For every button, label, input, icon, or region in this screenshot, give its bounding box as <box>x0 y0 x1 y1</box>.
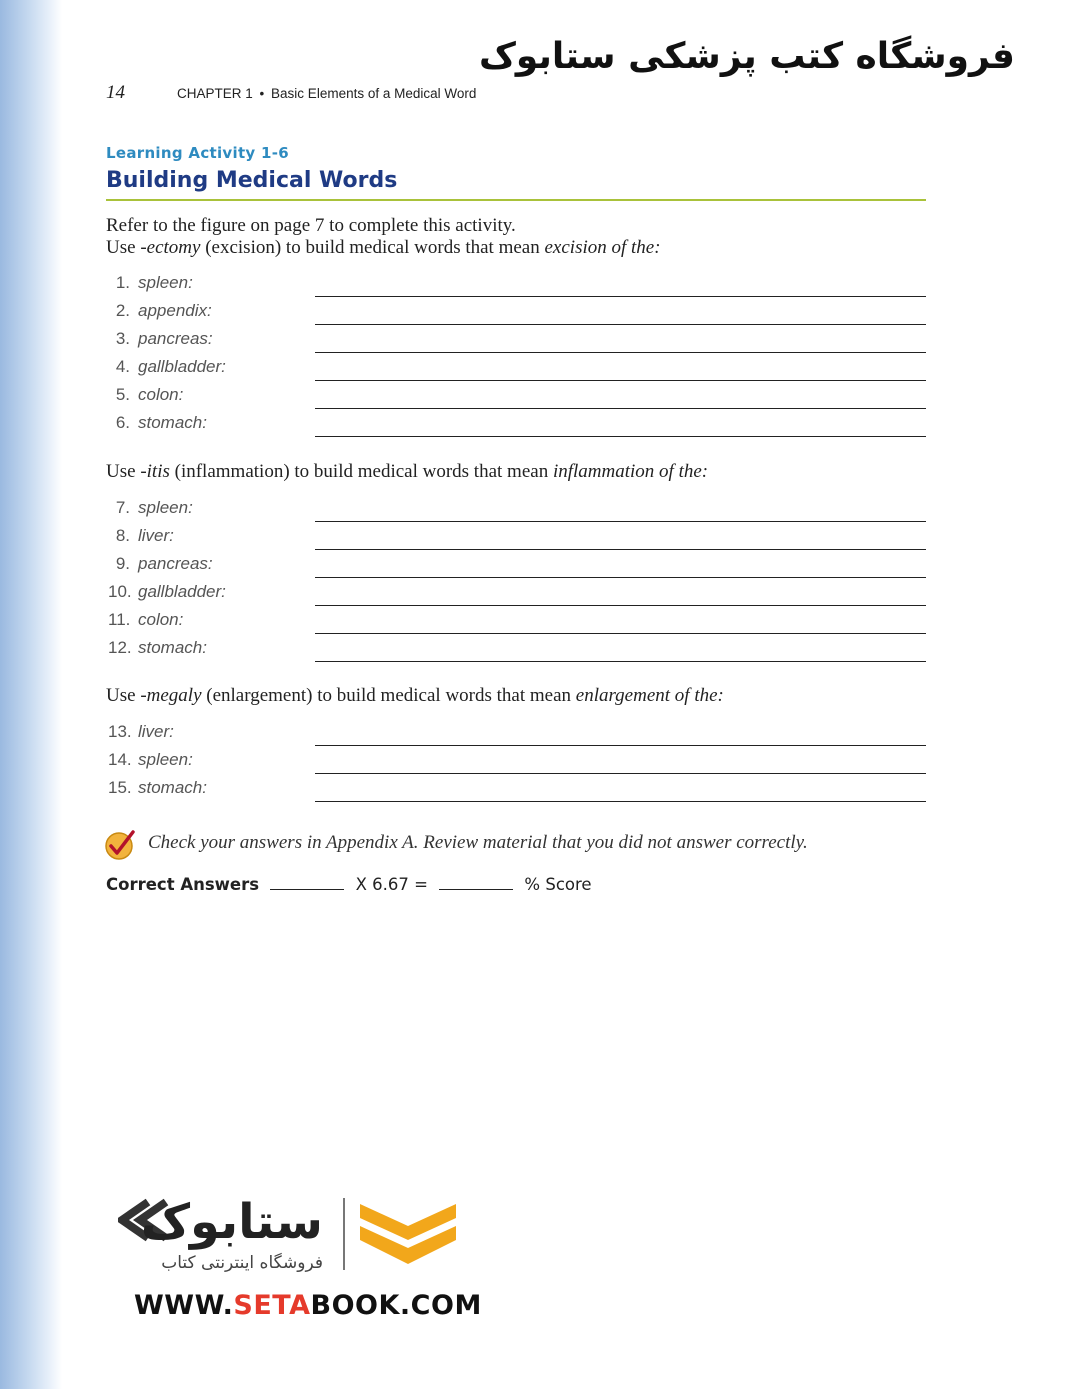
answer-item <box>108 610 926 634</box>
suffix-term: -ectomy <box>140 237 201 258</box>
meaning-phrase: excision of the: <box>544 237 661 258</box>
item-number: 11. <box>108 610 131 629</box>
item-number: 3. <box>115 329 130 348</box>
meaning-phrase: inflammation of the: <box>552 461 709 482</box>
item-number: 1. <box>115 273 130 292</box>
instruction-body: (enlargement) to build medical words that mean <box>201 685 576 706</box>
suffix-term: -itis <box>140 461 170 482</box>
item-number: 6. <box>115 413 130 432</box>
answer-blank[interactable] <box>315 408 926 410</box>
item-term: spleen: <box>138 750 193 769</box>
page-number: 14 <box>106 82 125 103</box>
instruction-lead: Use <box>106 237 141 258</box>
answer-blank[interactable] <box>315 352 926 354</box>
watermark-title: فروشگاه کتب پزشکی ستابوک <box>478 36 1015 77</box>
running-head <box>177 86 476 101</box>
answer-item <box>108 778 926 802</box>
instruction-body: (excision) to build medical words that mean <box>200 237 545 258</box>
section-instruction <box>106 237 661 259</box>
answer-blank[interactable] <box>315 661 926 663</box>
logo-url <box>134 1290 482 1321</box>
item-term: stomach: <box>138 638 207 657</box>
instruction-body: (inflammation) to build medical words that mean <box>169 461 553 482</box>
meaning-phrase: enlargement of the: <box>575 685 724 706</box>
answer-item <box>108 273 926 297</box>
activity-label: Learning Activity 1-6 <box>106 144 290 162</box>
answer-item <box>108 357 926 381</box>
instruction-lead: Use <box>106 685 141 706</box>
section-instruction <box>106 461 708 483</box>
item-number: 2. <box>115 301 130 320</box>
item-number: 4. <box>115 357 130 376</box>
answer-blank[interactable] <box>315 380 926 382</box>
intro-text: Refer to the figure on page 7 to complete this activity. <box>106 215 516 236</box>
bullet-separator: • <box>259 86 265 101</box>
item-number: 13. <box>108 722 132 741</box>
answer-item <box>108 638 926 662</box>
check-answers-note: Check your answers in Appendix A. Review material that you did not answer correctly. <box>148 832 808 853</box>
checkmark-circle-icon <box>104 829 136 861</box>
chapter-title: Basic Elements of a Medical Word <box>271 86 477 101</box>
section-instruction <box>106 685 724 707</box>
answer-blank[interactable] <box>315 745 926 747</box>
answer-blank[interactable] <box>315 324 926 326</box>
book-emblem-icon <box>360 1204 456 1264</box>
answer-item <box>108 498 926 522</box>
suffix-term: -megaly <box>140 685 202 706</box>
item-number: 9. <box>115 554 130 573</box>
answer-blank[interactable] <box>315 773 926 775</box>
answer-item <box>108 582 926 606</box>
item-number: 12. <box>108 638 132 657</box>
logo-tagline: فروشگاه اینترنتی کتاب <box>161 1253 323 1273</box>
item-number: 8. <box>115 526 130 545</box>
item-number: 14. <box>108 750 132 769</box>
answer-blank[interactable] <box>315 605 926 607</box>
item-term: spleen: <box>138 498 193 517</box>
answer-item <box>108 385 926 409</box>
url-prefix: WWW. <box>134 1290 234 1321</box>
answer-item <box>108 413 926 437</box>
answer-item <box>108 526 926 550</box>
answer-blank[interactable] <box>315 801 926 803</box>
logo-brand-text: ستابوک <box>140 1194 323 1250</box>
title-divider <box>106 199 926 201</box>
item-number: 15. <box>108 778 132 797</box>
answer-item <box>108 750 926 774</box>
item-term: spleen: <box>138 273 193 292</box>
answer-item <box>108 329 926 353</box>
item-term: appendix: <box>138 301 212 320</box>
answer-blank[interactable] <box>315 296 926 298</box>
item-term: stomach: <box>138 778 207 797</box>
score-suffix: % Score <box>524 875 592 894</box>
item-number: 10. <box>108 582 132 601</box>
setabook-logo <box>118 1190 463 1280</box>
answer-blank[interactable] <box>315 549 926 551</box>
url-accent: SETA <box>233 1290 311 1321</box>
item-term: liver: <box>138 526 174 545</box>
item-term: gallbladder: <box>138 357 226 376</box>
url-suffix: BOOK.COM <box>310 1290 482 1321</box>
answer-blank[interactable] <box>315 633 926 635</box>
item-term: gallbladder: <box>138 582 226 601</box>
answer-blank[interactable] <box>315 577 926 579</box>
item-term: colon: <box>138 385 184 404</box>
activity-title: Building Medical Words <box>106 168 398 193</box>
side-color-strip <box>0 0 62 1389</box>
answer-item <box>108 301 926 325</box>
item-term: pancreas: <box>138 329 213 348</box>
item-term: pancreas: <box>138 554 213 573</box>
correct-answers-label: Correct Answers <box>106 875 260 894</box>
item-term: colon: <box>138 610 184 629</box>
correct-answers-blank[interactable] <box>270 875 344 890</box>
chapter-label: CHAPTER 1 <box>177 86 253 101</box>
item-number: 5. <box>115 385 130 404</box>
item-term: liver: <box>138 722 174 741</box>
item-term: stomach: <box>138 413 207 432</box>
score-blank[interactable] <box>439 875 513 890</box>
score-line <box>106 875 592 894</box>
item-number: 7. <box>115 498 130 517</box>
answer-item <box>108 554 926 578</box>
answer-blank[interactable] <box>315 521 926 523</box>
answer-item <box>108 722 926 746</box>
answer-blank[interactable] <box>315 436 926 438</box>
score-multiplier: X 6.67 = <box>355 875 428 894</box>
instruction-lead: Use <box>106 461 141 482</box>
